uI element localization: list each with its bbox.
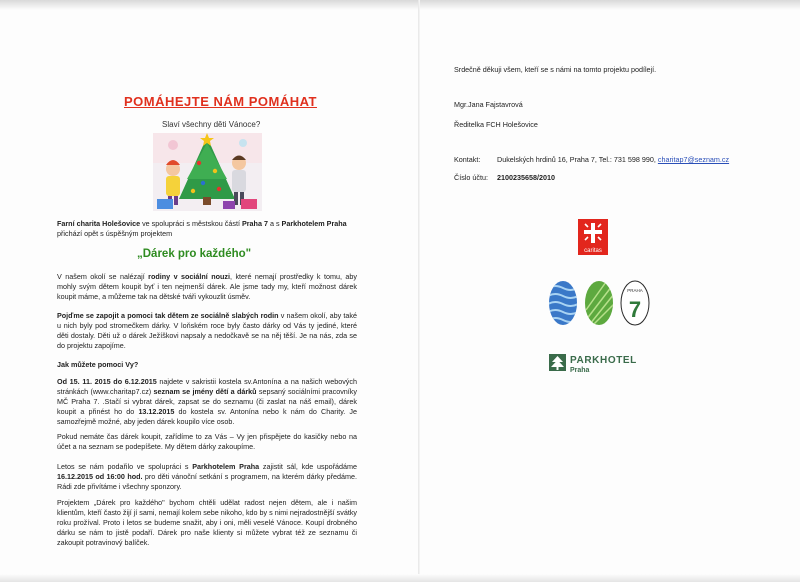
praha7-logos xyxy=(548,280,650,326)
p6-partner: Parkhotelem Praha xyxy=(192,462,260,471)
email-link[interactable]: charitap7@seznam.cz xyxy=(657,155,730,164)
flyer-subtitle: Slaví všechny děti Vánoce? xyxy=(162,120,261,129)
intro-partner: Parkhotelem Praha xyxy=(281,219,347,228)
paragraph-event xyxy=(57,462,357,492)
intro-text-2: a s xyxy=(267,219,282,228)
heading-how-to-help: Jak můžete pomoci Vy? xyxy=(57,360,139,369)
p4-text-b: najdete v sakristii kostela sv.Antonína a na našich webových stránkách (www.charitap7.cz) xyxy=(57,377,357,396)
intro-text-1: ve spolupráci s městskou částí xyxy=(140,219,242,228)
intro-org: Farní charita Holešovice xyxy=(57,219,141,228)
p2-emphasis: Pojďme se zapojit a pomoci tak dětem ze sociálně slabých rodin xyxy=(57,311,279,320)
caritas-logo xyxy=(578,219,608,255)
p4-emphasis: seznam se jmény dětí a dárků xyxy=(153,387,257,396)
p1-text-a: V našem okolí se nalézají xyxy=(57,272,149,281)
p1-text-c: , které nemají prostředky k tomu, aby mohly svým dětem koupit byť i ten nejmenší dárek. Ale jsme tady my, kteří možnost dárek koupit máme, a můžeme tak na dětské tváři vykouzlit úsměv. xyxy=(57,272,357,301)
contact-address-phone: Dukelských hrdinů 16, Praha 7, Tel.: 731 598 990, xyxy=(497,155,658,164)
water-logo-icon xyxy=(548,280,578,326)
intro-paragraph xyxy=(57,219,357,239)
caritas-logo-text: caritas xyxy=(584,248,602,254)
p4-text-f: do kostela sv. Antonína nebo k nám do Charity. Je samozřejmě možné, aby jeden dárek koupilo více osob. xyxy=(57,407,357,426)
p1-emphasis: rodiny v sociální nouzi xyxy=(148,272,231,281)
project-name: „Dárek pro každého" xyxy=(137,248,252,260)
praha7-number: 7 xyxy=(628,297,642,322)
scan-edge-bottom xyxy=(0,574,800,582)
parkhotel-city: Praha xyxy=(570,367,590,374)
paragraph-need xyxy=(57,272,357,302)
p4-dates: Od 15. 11. 2015 do 6.12.2015 xyxy=(57,377,157,386)
paragraph-join xyxy=(57,311,357,351)
account-label: Číslo účtu: xyxy=(454,173,488,182)
intro-district: Praha 7 xyxy=(241,219,268,228)
paragraph-clients: Projektem „Dárek pro každého" bychom chtěli udělat radost nejen dětem, ale i našim klientům, kteří často žijí jí sami, nemají kolem sebe nikoho, kdo by s nimi nejradostnější svátky roku prožíval. Proto i letos se budeme snažit, aby i oni, měli veselé Vánoce. Koupí drobného dárku se nám to jistě podaří. Dárek pro naše klienty si můžete vybrat též ze seznamu či zakoupit potravinový balíček. xyxy=(57,498,358,547)
paragraph-instructions xyxy=(57,377,357,427)
parkhotel-name: PARKHOTEL xyxy=(570,355,637,366)
scan-edge-top xyxy=(0,0,800,10)
contact-value xyxy=(497,155,729,164)
p6-date: 16.12.2015 od 16:00 hod. xyxy=(57,472,143,481)
signature-role: Ředitelka FCH Holešovice xyxy=(454,120,538,129)
p6-text-e: pro děti vánoční setkání s programem, na kterém dárky předáme. Rádi zde přivítáme i všechny sponzory. xyxy=(57,472,357,491)
p4-deadline: 13.12.2015 xyxy=(138,407,175,416)
signature-name: Mgr.Jana Fajstavrová xyxy=(454,100,523,109)
paragraph-donate: Pokud nemáte čas dárek koupit, zařídíme to za Vás – Vy jen přispějete do kasičky nebo na účet a na seznam se podepíšete. My dětem dárky zakoupíme. xyxy=(57,432,357,451)
p4-text-d: sepsaný sociálními pracovníky MČ Praha 7. .Stačí si vybrat dárek, zapsat se do seznamu (či zaslat na náš email), dárek koupit a přinést ho do xyxy=(57,387,357,416)
p6-text-a: Letos se nám podařilo ve spolupráci s xyxy=(57,462,193,471)
flyer-title: POMÁHEJTE NÁM POMÁHAT xyxy=(124,94,317,109)
intro-text-3: přichází opět s úspěšným projektem xyxy=(57,229,173,238)
p2-text: v našem okolí, aby také u nich byly pod stromečkem dárky. V loňském roce byly často dárky od Vás ty jediné, které děti dostaly. Děti už o dárek Ježíškovi napsaly a nedočkavě se na něj těší. Je na nás, zda se do projektu zapojíme. xyxy=(57,311,357,350)
p6-text-c: zajistit sál, kde uspořádáme xyxy=(259,462,358,471)
praha7-top-text: PRAHA xyxy=(627,288,643,293)
page-fold xyxy=(418,0,420,582)
christmas-tree-illustration xyxy=(153,133,262,211)
leaf-logo-icon xyxy=(584,280,614,326)
thanks-text: Srdečně děkuji všem, kteří se s námi na tomto projektu podílejí. xyxy=(454,65,657,74)
contact-label: Kontakt: xyxy=(454,155,481,164)
account-value: 2100235658/2010 xyxy=(497,173,555,182)
parkhotel-logo xyxy=(549,352,649,374)
